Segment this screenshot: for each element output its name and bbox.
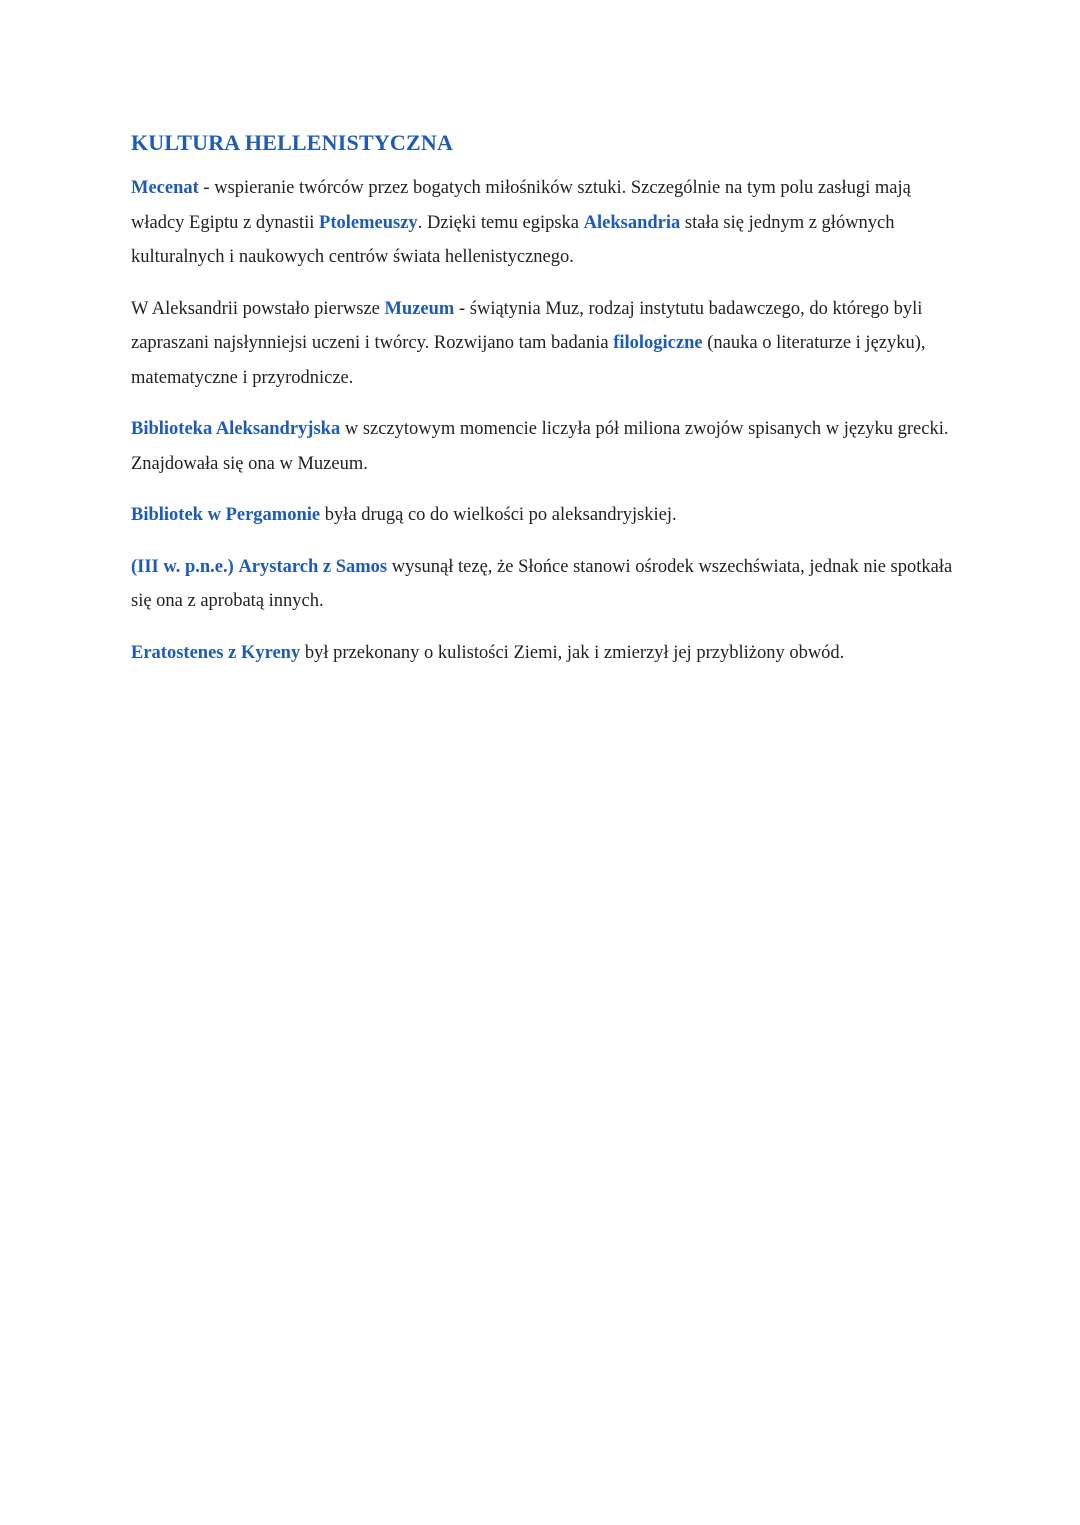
term-aleksandria: Aleksandria — [583, 212, 681, 233]
document-page — [131, 128, 961, 687]
term-filologiczne: filologiczne — [613, 333, 703, 353]
term-mecenat: Mecenat — [131, 178, 199, 198]
paragraph-text: była drugą co do wielkości po aleksandryjskiej. — [320, 505, 677, 525]
term-muzeum: Muzeum — [384, 298, 455, 319]
paragraph-text: W Aleksandrii powstało pierwsze — [131, 298, 385, 319]
term-date: (III w. p.n.e.) — [131, 556, 234, 577]
term-ptolemeuszy: Ptolemeuszy — [319, 212, 418, 233]
paragraph-mecenat — [131, 171, 961, 275]
term-eratostenes-z-kyreny: Eratostenes z Kyreny — [131, 642, 301, 663]
paragraph-text: - wspieranie twórców przez bogatych miłośników sztuki. Szczególnie na tym polu zasługi mają władcy Egiptu z dynastii — [131, 178, 911, 233]
paragraph-biblioteka-aleksandryjska — [131, 412, 961, 481]
paragraph-text: wysunął tezę, że Słońce stanowi ośrodek wszechświata, jednak nie spotkała się ona z aprobatą innych. — [131, 556, 953, 611]
paragraph-text: w szczytowym momencie liczyła pół miliona zwojów spisanych w języku grecki. Znajdowała się ona w Muzeum. — [131, 419, 949, 474]
paragraph-pergamon — [131, 498, 961, 533]
term-bibliotek-w-pergamonie: Bibliotek w Pergamonie — [131, 505, 321, 525]
paragraph-muzeum — [131, 292, 961, 396]
term-arystarch-z-samos: Arystarch z Samos — [238, 556, 388, 577]
paragraph-arystarch — [131, 550, 961, 619]
paragraph-eratostenes — [131, 636, 961, 671]
paragraph-text: - świątynia Muz, rodzaj instytutu badawczego, do którego byli zapraszani najsłynniejsi uczeni i twórcy. Rozwijano tam badania — [131, 298, 923, 353]
paragraph-text: stała się jednym z głównych kulturalnych i naukowych centrów świata hellenistycznego. — [131, 212, 895, 267]
paragraph-text: (nauka o literaturze i języku), matematyczne i przyrodnicze. — [131, 333, 926, 388]
paragraph-text: . Dzięki temu egipska — [417, 212, 584, 233]
term-biblioteka-aleksandryjska: Biblioteka Aleksandryjska — [131, 419, 341, 439]
page-title: KULTURA HELLENISTYCZNA — [131, 130, 454, 155]
paragraph-text: był przekonany o kulistości Ziemi, jak i zmierzył jej przybliżony obwód. — [300, 642, 845, 663]
